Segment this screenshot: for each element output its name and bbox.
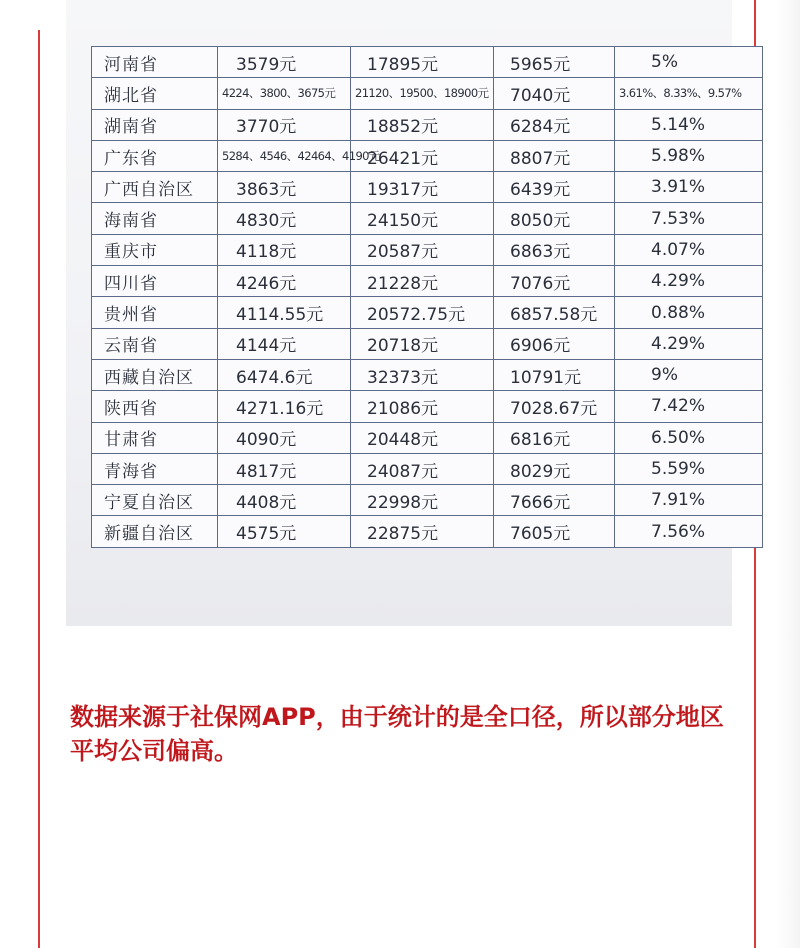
table-row (92, 266, 763, 297)
cell-region: 重庆市 (92, 234, 218, 265)
cell-value-a: 4575元 (218, 516, 351, 547)
table-row (92, 78, 763, 109)
cell-value-a: 4144元 (218, 328, 351, 359)
cell-value-a: 4817元 (218, 453, 351, 484)
cell-value-c: 6816元 (494, 422, 615, 453)
cell-value-b: 21228元 (351, 266, 494, 297)
cell-rate: 6.50% (615, 422, 763, 453)
cell-region: 甘肃省 (92, 422, 218, 453)
table-row (92, 297, 763, 328)
cell-value-c: 7040元 (494, 78, 615, 109)
table-row (92, 328, 763, 359)
cell-value-c: 7666元 (494, 485, 615, 516)
table-row (92, 172, 763, 203)
cell-rate: 7.53% (615, 203, 763, 234)
cell-value-b: 17895元 (351, 47, 494, 78)
cell-region: 陕西省 (92, 391, 218, 422)
table-row (92, 516, 763, 547)
cell-region: 湖北省 (92, 78, 218, 109)
cell-value-c: 8807元 (494, 140, 615, 171)
cell-rate: 7.42% (615, 391, 763, 422)
cell-rate: 7.91% (615, 485, 763, 516)
cell-rate: 0.88% (615, 297, 763, 328)
cell-value-b: 20587元 (351, 234, 494, 265)
cell-value-b: 20572.75元 (351, 297, 494, 328)
cell-value-a: 4114.55元 (218, 297, 351, 328)
cell-rate: 7.56% (615, 516, 763, 547)
cell-region: 湖南省 (92, 109, 218, 140)
table-row (92, 485, 763, 516)
cell-value-a: 4408元 (218, 485, 351, 516)
cell-value-b: 21086元 (351, 391, 494, 422)
cell-region: 广东省 (92, 140, 218, 171)
frame-line-left (38, 30, 40, 948)
cell-value-c: 7076元 (494, 266, 615, 297)
table-row (92, 140, 763, 171)
cell-value-c: 6439元 (494, 172, 615, 203)
table-row (92, 234, 763, 265)
cell-region: 贵州省 (92, 297, 218, 328)
cell-value-b: 18852元 (351, 109, 494, 140)
cell-region: 云南省 (92, 328, 218, 359)
source-note: 数据来源于社保网APP，由于统计的是全口径，所以部分地区平均公司偏高。 (70, 703, 724, 765)
cell-region: 广西自治区 (92, 172, 218, 203)
cell-rate: 9% (615, 359, 763, 390)
page-edge-shadow (776, 0, 800, 948)
cell-value-c: 6284元 (494, 109, 615, 140)
cell-region: 海南省 (92, 203, 218, 234)
cell-rate: 3.61%、8.33%、9.57% (615, 78, 763, 109)
cell-value-b: 22875元 (351, 516, 494, 547)
table-row (92, 391, 763, 422)
cell-value-a: 4246元 (218, 266, 351, 297)
cell-rate: 5.14% (615, 109, 763, 140)
cell-value-a: 4830元 (218, 203, 351, 234)
cell-value-b: 20448元 (351, 422, 494, 453)
cell-rate: 4.29% (615, 266, 763, 297)
table-row (92, 453, 763, 484)
cell-value-b: 22998元 (351, 485, 494, 516)
cell-region: 河南省 (92, 47, 218, 78)
data-table-body (92, 47, 763, 548)
cell-value-c: 6863元 (494, 234, 615, 265)
cell-value-c: 7605元 (494, 516, 615, 547)
cell-value-c: 8029元 (494, 453, 615, 484)
cell-value-a: 5284、4546、42464、4190元 (218, 140, 351, 171)
table-row (92, 422, 763, 453)
cell-rate: 3.91% (615, 172, 763, 203)
table-row (92, 203, 763, 234)
cell-value-b: 21120、19500、18900元 (351, 78, 494, 109)
cell-value-c: 7028.67元 (494, 391, 615, 422)
cell-region: 新疆自治区 (92, 516, 218, 547)
cell-value-c: 5965元 (494, 47, 615, 78)
table-row (92, 109, 763, 140)
cell-rate: 5.59% (615, 453, 763, 484)
table-row (92, 359, 763, 390)
cell-rate: 4.07% (615, 234, 763, 265)
cell-region: 四川省 (92, 266, 218, 297)
cell-region: 宁夏自治区 (92, 485, 218, 516)
cell-value-a: 3579元 (218, 47, 351, 78)
cell-region: 西藏自治区 (92, 359, 218, 390)
cell-value-b: 24087元 (351, 453, 494, 484)
cell-value-b: 26421元 (351, 140, 494, 171)
cell-value-c: 6906元 (494, 328, 615, 359)
cell-value-a: 3770元 (218, 109, 351, 140)
cell-value-a: 4224、3800、3675元 (218, 78, 351, 109)
data-table (91, 46, 763, 548)
cell-value-b: 20718元 (351, 328, 494, 359)
cell-value-a: 4118元 (218, 234, 351, 265)
cell-value-b: 24150元 (351, 203, 494, 234)
cell-region: 青海省 (92, 453, 218, 484)
cell-value-b: 32373元 (351, 359, 494, 390)
cell-value-a: 4090元 (218, 422, 351, 453)
cell-value-a: 3863元 (218, 172, 351, 203)
cell-value-b: 19317元 (351, 172, 494, 203)
cell-value-a: 6474.6元 (218, 359, 351, 390)
cell-value-a: 4271.16元 (218, 391, 351, 422)
cell-value-c: 6857.58元 (494, 297, 615, 328)
cell-rate: 4.29% (615, 328, 763, 359)
cell-rate: 5.98% (615, 140, 763, 171)
table-row (92, 47, 763, 78)
cell-value-c: 10791元 (494, 359, 615, 390)
cell-rate: 5% (615, 47, 763, 78)
cell-value-c: 8050元 (494, 203, 615, 234)
